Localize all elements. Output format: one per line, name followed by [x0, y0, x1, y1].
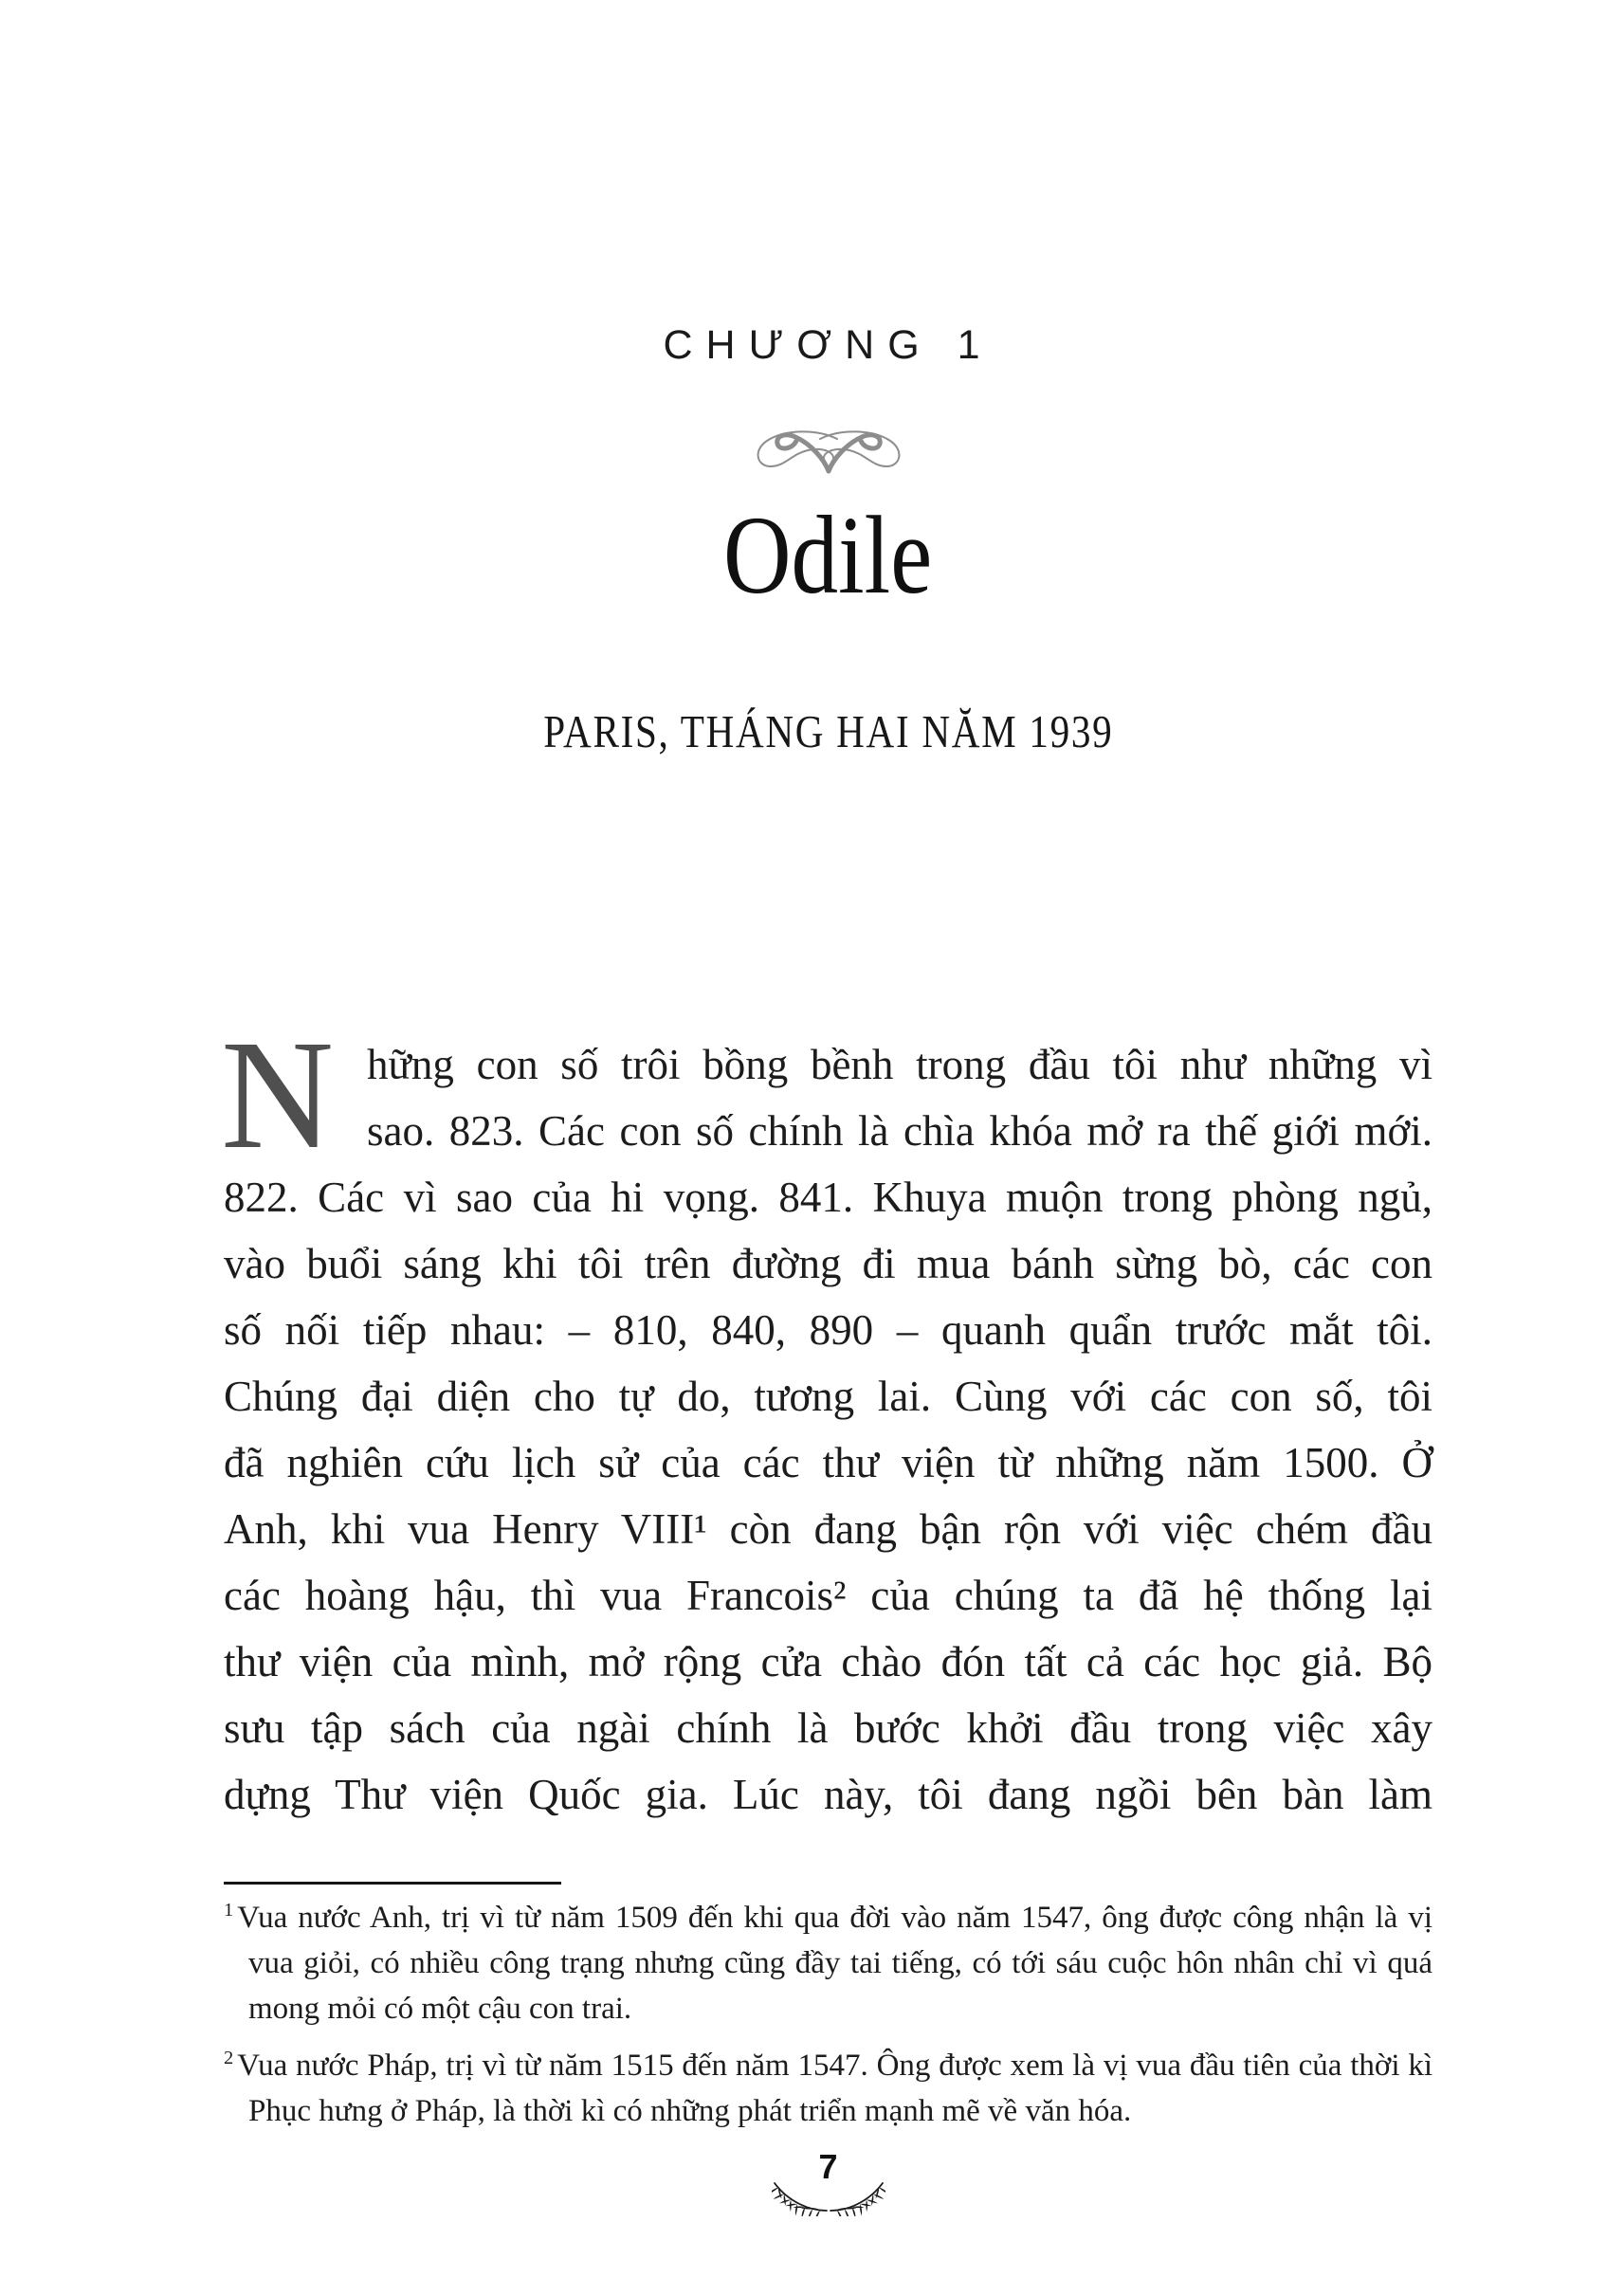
footnote — [224, 2043, 1432, 2134]
page-number: 7 — [818, 2147, 838, 2186]
body-line: hững con số trôi bồng bềnh trong đầu tôi như những vì — [367, 1041, 1432, 1088]
chapter-subtitle-text: PARIS, THÁNG HAI NĂM 1939 — [542, 705, 1114, 757]
body-line: sao. 823. Các con số chính là chìa khóa mở ra thế giới mới. — [367, 1107, 1432, 1155]
body-line: 822. Các vì sao của hi vọng. 841. Khuya muộn trong phòng ngủ, — [224, 1174, 1432, 1221]
body-line: Anh, khi vua Henry VIII¹ còn đang bận rộn với việc chém đầu — [224, 1505, 1432, 1553]
footnote-text: Vua nước Anh, trị vì từ năm 1509 đến khi qua đời vào năm 1547, ông được công nhận là vị vua giỏi, có nhiều công trạng nhưng cũng đầy tai tiếng, có tới sáu cuộc hôn nhân chỉ vì quá mong mỏi có một cậu con trai. — [237, 1901, 1432, 2026]
body-line: vào buổi sáng khi tôi trên đường đi mua bánh sừng bò, các con — [224, 1240, 1432, 1287]
chapter-title-text: Odile — [723, 493, 933, 617]
body-line: các hoàng hậu, thì vua Francois² của chúng ta đã hệ thống lại — [224, 1572, 1432, 1619]
footnote-marker: 1 — [224, 1900, 234, 1921]
body-line: Chúng đại diện cho tự do, tương lai. Cùng với các con số, tôi — [224, 1373, 1432, 1420]
body-text — [224, 1031, 1432, 1828]
chapter-heading: CHƯƠNG 1 — [663, 322, 994, 368]
flourish-icon — [748, 428, 909, 477]
body-line: số nối tiếp nhau: – 810, 840, 890 – quanh quẩn trước mắt tôi. — [224, 1306, 1432, 1354]
body-line: dựng Thư viện Quốc gia. Lúc này, tôi đang ngồi bên bàn làm — [224, 1771, 1432, 1818]
footnotes — [224, 1895, 1432, 2145]
footnote-marker: 2 — [224, 2048, 234, 2068]
chapter-title — [224, 494, 1432, 617]
chapter-subtitle — [224, 703, 1432, 760]
divider-flourish — [224, 428, 1432, 479]
page-footer-ornament — [224, 2178, 1432, 2218]
laurel-icon — [772, 2178, 885, 2216]
body-line: thư viện của mình, mở rộng cửa chào đón tất cả các học giả. Bộ — [224, 1638, 1432, 1685]
footnote-text: Vua nước Pháp, trị vì từ năm 1515 đến năm 1547. Ông được xem là vị vua đầu tiên của thời kì Phục hưng ở Pháp, là thời kì có những phát triển mạnh mẽ về văn hóa. — [237, 2049, 1432, 2128]
footnote-divider — [224, 1882, 561, 1885]
footnote — [224, 1895, 1432, 2031]
body-line: sưu tập sách của ngài chính là bước khởi đầu trong việc xây — [224, 1704, 1432, 1752]
body-line: đã nghiên cứu lịch sử của các thư viện từ những năm 1500. Ở — [224, 1439, 1432, 1486]
drop-cap: N — [221, 1008, 335, 1181]
